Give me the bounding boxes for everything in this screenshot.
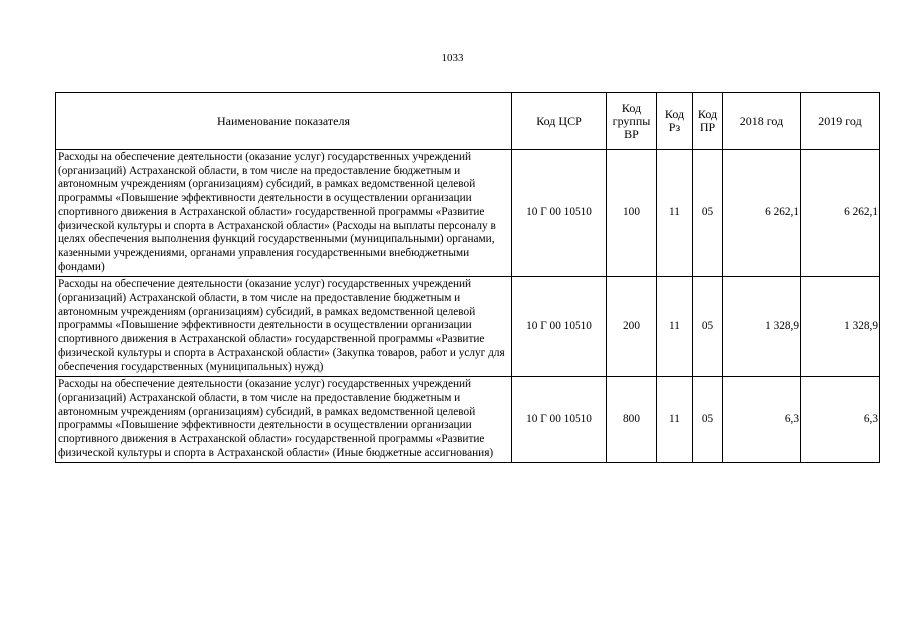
row-vr-cell: 200 — [607, 277, 657, 377]
header-vr: Код группы ВР — [607, 93, 657, 150]
row-pr-cell: 05 — [693, 277, 723, 377]
row-2019-cell: 6 262,1 — [801, 150, 880, 277]
row-vr-cell: 800 — [607, 377, 657, 463]
row-2018-cell: 1 328,9 — [723, 277, 801, 377]
row-vr-cell: 100 — [607, 150, 657, 277]
header-2019: 2019 год — [801, 93, 880, 150]
table-row — [56, 277, 880, 377]
header-csr: Код ЦСР — [512, 93, 607, 150]
budget-table — [55, 92, 880, 463]
row-rz-cell: 11 — [657, 150, 693, 277]
table-row — [56, 150, 880, 277]
row-pr-cell: 05 — [693, 377, 723, 463]
header-pr: Код ПР — [693, 93, 723, 150]
budget-table-container — [55, 92, 880, 463]
header-2018: 2018 год — [723, 93, 801, 150]
row-name-cell: Расходы на обеспечение деятельности (оказание услуг) государственных учреждений (организаций) Астраханской области, в том числе на предоставление бюджетным и автономным учреждениям (организациям) субсидий, в рамках ведомственной целевой программы «Повышение эффективности деятельности в осуществлении организации спортивного движения в Астраханской области» государственной программы «Развитие физической культуры и спорта в Астраханской области» (Закупка товаров, работ и услуг для обеспечения государственных (муниципальных) нужд) — [56, 277, 512, 377]
header-name: Наименование показателя — [56, 93, 512, 150]
row-csr-cell: 10 Г 00 10510 — [512, 277, 607, 377]
header-rz: Код Рз — [657, 93, 693, 150]
row-2019-cell: 6,3 — [801, 377, 880, 463]
table-row — [56, 377, 880, 463]
row-rz-cell: 11 — [657, 377, 693, 463]
row-2019-cell: 1 328,9 — [801, 277, 880, 377]
row-2018-cell: 6 262,1 — [723, 150, 801, 277]
row-csr-cell: 10 Г 00 10510 — [512, 377, 607, 463]
page-number: 1033 — [441, 52, 464, 64]
row-pr-cell: 05 — [693, 150, 723, 277]
row-name-cell: Расходы на обеспечение деятельности (оказание услуг) государственных учреждений (организаций) Астраханской области, в том числе на предоставление бюджетным и автономным учреждениям (организациям) субсидий, в рамках ведомственной целевой программы «Повышение эффективности деятельности в осуществлении организации спортивного движения в Астраханской области» государственной программы «Развитие физической культуры и спорта в Астраханской области» (Расходы на выплаты персоналу в целях обеспечения выполнения функций государственными (муниципальными) органами, казенными учреждениями, органами управления государственными внебюджетными фондами) — [56, 150, 512, 277]
row-name-cell: Расходы на обеспечение деятельности (оказание услуг) государственных учреждений (организаций) Астраханской области, в том числе на предоставление бюджетным и автономным учреждениям (организациям) субсидий, в рамках ведомственной целевой программы «Повышение эффективности деятельности в осуществлении организации спортивного движения в Астраханской области» государственной программы «Развитие физической культуры и спорта в Астраханской области» (Иные бюджетные ассигнования) — [56, 377, 512, 463]
row-rz-cell: 11 — [657, 277, 693, 377]
row-2018-cell: 6,3 — [723, 377, 801, 463]
row-csr-cell: 10 Г 00 10510 — [512, 150, 607, 277]
table-header-row — [56, 93, 880, 150]
